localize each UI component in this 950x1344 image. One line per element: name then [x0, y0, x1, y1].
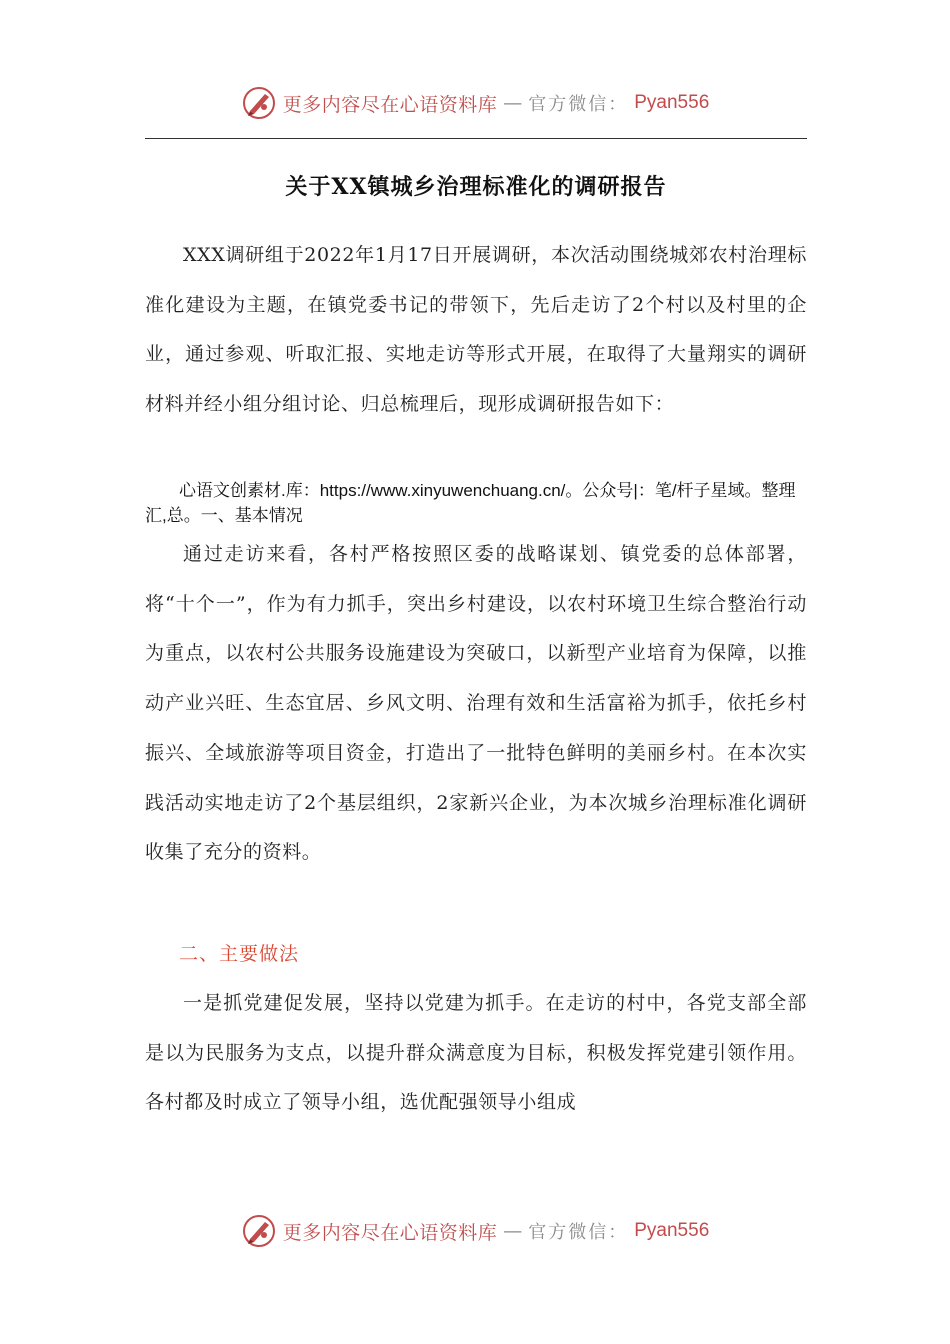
intro-paragraph: XXX调研组于2022年1月17日开展调研，本次活动围绕城郊农村治理标准化建设为主题，在镇党委书记的带领下，先后走访了2个村以及村里的企业，通过参观、听取汇报、实地走访等形式开展，在取得了大量翔实的调研材料并经小组分组讨论、归总梳理后，现形成调研报告如下：: [145, 244, 807, 416]
section1-paragraph: 通过走访来看，各村严格按照区委的战略谋划、镇党委的总体部署，将“十个一”，作为有力抓手，突出乡村建设，以农村环境卫生综合整治行动为重点，以农村公共服务设施建设为突破口，以新型产业培育为保障，以推动产业兴旺、生态宜居、乡风文明、治理有效和生活富裕为抓手，依托乡村振兴、全域旅游等项目资金，打造出了一批特色鲜明的美丽乡村。在本次实践活动实地走访了2个基层组织，2家新兴企业，为本次城乡治理标准化调研收集了充分的资料。: [145, 543, 807, 864]
banner-wechat-id: Pyan556: [634, 1220, 710, 1241]
source-note: 心语文创素材.库：https://www.xinyuwenchuang.cn/。公众号|：笔/杆子星域。整理汇,总。一、基本情况: [145, 481, 796, 525]
footer-banner: [0, 1211, 950, 1251]
banner-separator: —: [503, 92, 523, 114]
banner-separator: —: [503, 1220, 523, 1242]
banner-wechat-label: 官方微信：: [528, 1222, 629, 1243]
banner-text: 更多内容尽在心语资料库: [282, 93, 498, 116]
section2-heading: 二、主要做法: [179, 943, 300, 965]
pen-logo-icon: [241, 85, 277, 121]
banner-text: 更多内容尽在心语资料库: [282, 1221, 498, 1244]
banner-wechat-id: Pyan556: [634, 92, 710, 113]
document-title: 关于XX镇城乡治理标准化的调研报告: [285, 174, 667, 200]
section2-paragraph: 一是抓党建促发展，坚持以党建为抓手。在走访的村中，各党支部全部是以为民服务为支点，以提升群众满意度为目标，积极发挥党建引领作用。各村都及时成立了领导小组，选优配强领导小组成: [145, 992, 807, 1114]
header-divider: [145, 138, 807, 139]
pen-logo-icon: [241, 1213, 277, 1249]
header-banner: [0, 83, 950, 123]
banner-wechat-label: 官方微信：: [528, 94, 629, 115]
